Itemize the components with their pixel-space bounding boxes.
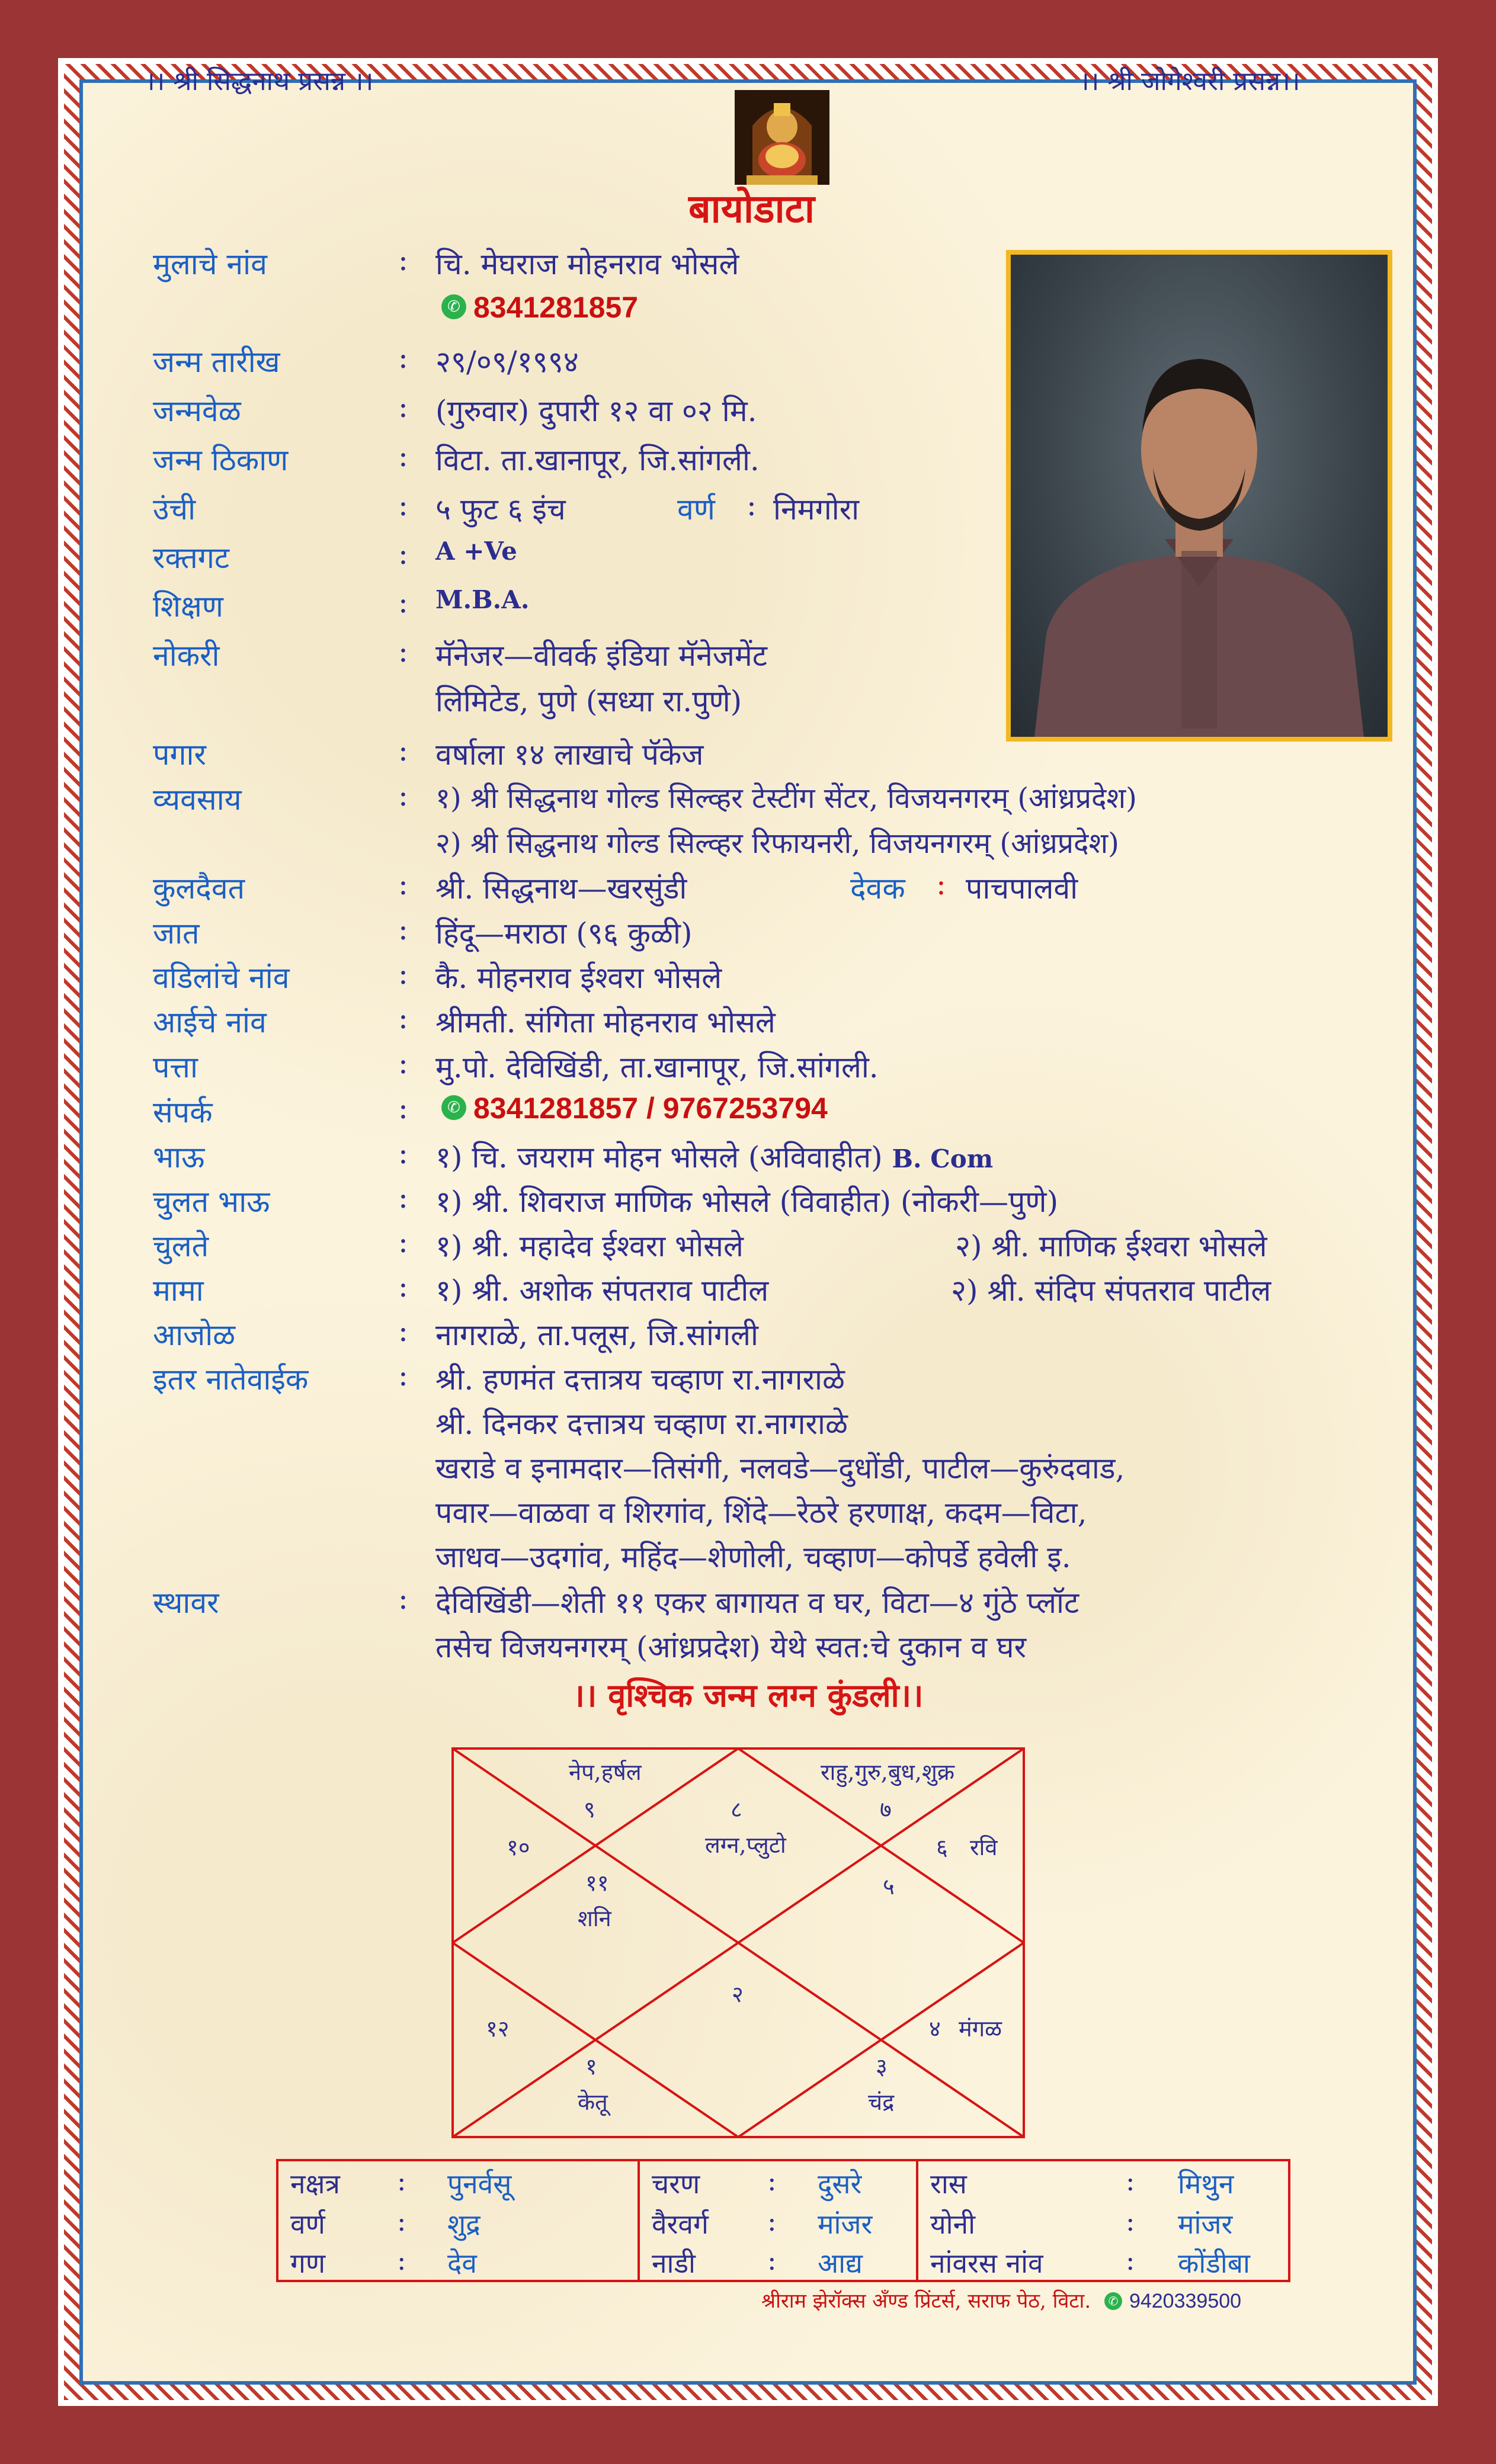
label-salary: पगार: [153, 737, 206, 772]
colon: :: [398, 733, 408, 768]
whatsapp-icon: ✆: [1104, 2292, 1122, 2310]
table-colon: :: [767, 2244, 777, 2276]
colon: :: [398, 957, 408, 991]
colon: :: [398, 1314, 408, 1348]
value-uncle-2: २) श्री. माणिक ईश्वरा भोसले: [955, 1229, 1267, 1263]
whatsapp-icon: ✆: [441, 294, 466, 319]
kundali-house-2: २: [732, 1981, 744, 2007]
value-complexion: निमगोरा: [773, 492, 860, 527]
value-contact: 8341281857 / 9767253794: [473, 1092, 828, 1125]
value-ajol: नागराळे, ता.पलूस, जि.सांगली: [435, 1318, 758, 1352]
kundali-planets-8: लग्न,प्लुटो: [705, 1832, 786, 1858]
mobile-row: [441, 290, 638, 325]
value-relatives-4: पवार—वाळवा व शिरगांव, शिंदे—रेठरे हरणाक्ष, कदम—विटा,: [435, 1496, 1087, 1530]
colon: :: [398, 778, 408, 813]
value-relatives-5: जाधव—उदगांव, महिंद—शेणोली, चव्हाण—कोपर्डे हवेली इ.: [435, 1540, 1071, 1574]
colon: :: [398, 243, 408, 277]
table-colon: :: [767, 2165, 777, 2197]
value-business-line-2: २) श्री सिद्धनाथ गोल्ड सिल्व्हर रिफायनरी, विजयनगरम् (आंध्रप्रदेश): [435, 827, 1119, 860]
whatsapp-icon: ✆: [441, 1095, 466, 1120]
colon: :: [398, 1136, 408, 1170]
label-devak: देवक: [850, 871, 905, 906]
table-colon: :: [397, 2244, 406, 2276]
table-cell: वर्ण: [290, 2208, 325, 2240]
contact-row: [441, 1091, 828, 1125]
kundali-house-11: ११: [585, 1870, 609, 1896]
label-ajol: आजोळ: [153, 1318, 236, 1352]
value-property-1: देविखिंडी—शेती ११ एकर बागायत व घर, विटा—४ गुंठे प्लॉट: [435, 1586, 1079, 1620]
right-salutation: ।। श्री जोगेश्वरी प्रसन्न।।: [1079, 66, 1300, 97]
ganesh-idol-icon: [735, 90, 829, 185]
kundali-planets-4: मंगळ: [959, 2016, 1002, 2042]
label-relatives: इतर नातेवाईक: [153, 1362, 309, 1397]
colon: :: [398, 1225, 408, 1259]
value-name: चि. मेघराज मोहनराव भोसले: [435, 247, 739, 281]
table-colon: :: [397, 2165, 406, 2197]
label-mama: मामा: [153, 1273, 204, 1308]
colon: :: [398, 912, 408, 947]
printer-phone: 9420339500: [1129, 2290, 1242, 2312]
value-cousin: १) श्री. शिवराज माणिक भोसले (विवाहीत) (नोकरी—पुणे): [435, 1185, 1059, 1219]
value-blood: A +Ve: [435, 537, 517, 566]
table-cell: रास: [930, 2168, 967, 2200]
colon: :: [398, 439, 408, 473]
value-property-2: तसेच विजयनगरम् (आंध्रप्रदेश) येथे स्वत:चे दुकान व घर: [435, 1630, 1027, 1664]
table-cell: शुद्र: [447, 2208, 480, 2240]
label-height: उंची: [153, 492, 196, 527]
kundali-planets-9: नेप,हर्षल: [569, 1759, 642, 1785]
label-birth-place: जन्म ठिकाण: [153, 443, 289, 477]
label-contact: संपर्क: [153, 1095, 213, 1130]
label-birth-time: जन्मवेळ: [153, 394, 241, 428]
kundali-house-7: ७: [880, 1796, 892, 1823]
table-cell: पुनर्वसू: [447, 2168, 512, 2200]
value-father: कै. मोहनराव ईश्वरा भोसले: [435, 961, 722, 995]
value-address: मु.पो. देविखिंडी, ता.खानापूर, जि.सांगली.: [435, 1050, 879, 1085]
colon: :: [398, 1001, 408, 1035]
colon: :: [398, 1046, 408, 1080]
kundali-house-10: १०: [507, 1834, 530, 1860]
value-brother-edu: B. Com: [892, 1144, 994, 1173]
left-salutation: ।। श्री सिद्धनाथ प्रसन्न ।।: [145, 66, 374, 97]
table-colon: :: [767, 2205, 777, 2237]
label-blood: रक्तगट: [153, 541, 230, 575]
page-title: बायोडाटा: [688, 185, 815, 232]
colon: :: [398, 585, 408, 620]
table-cell: आद्य: [818, 2247, 863, 2279]
label-father: वडिलांचे नांव: [153, 961, 290, 995]
kundali-planets-6: रवि: [970, 1834, 998, 1860]
colon: :: [398, 390, 408, 424]
value-birth-time: (गुरुवार) दुपारी १२ वा ०२ मि.: [435, 394, 757, 428]
table-cell: चरण: [652, 2168, 700, 2200]
table-colon: :: [1126, 2244, 1135, 2276]
value-education: M.B.A.: [435, 585, 530, 614]
value-relatives-3: खराडे व इनामदार—तिसंगी, नलवडे—दुधोंडी, पाटील—कुरुंदवाड,: [435, 1451, 1125, 1486]
label-caste: जात: [153, 916, 200, 951]
table-colon: :: [1126, 2205, 1135, 2237]
value-kuldaivat: श्री. सिद्धनाथ—खरसुंडी: [435, 871, 687, 906]
value-business-line-1: १) श्री सिद्धनाथ गोल्ड सिल्व्हर टेस्टींग सेंटर, विजयनगरम् (आंध्रप्रदेश): [435, 782, 1137, 815]
label-cousin: चुलत भाऊ: [153, 1185, 270, 1219]
kundali-house-6: ६: [936, 1834, 948, 1860]
value-mobile: 8341281857: [473, 291, 639, 324]
value-job-line-2: लिमिटेड, पुणे (सध्या रा.पुणे): [435, 684, 742, 718]
profile-photo: [1006, 250, 1392, 742]
kundali-house-9: ९: [584, 1796, 595, 1823]
label-business: व्यवसाय: [153, 782, 242, 817]
label-address: पत्ता: [153, 1050, 198, 1085]
colon: :: [398, 1358, 408, 1393]
table-cell: कोंडीबा: [1178, 2247, 1250, 2279]
table-cell: गण: [290, 2247, 326, 2279]
colon: :: [398, 488, 408, 522]
value-brother: [435, 1136, 993, 1176]
colon: :: [398, 1180, 408, 1215]
kundali-house-5: ५: [883, 1873, 895, 1900]
label-mother: आईचे नांव: [153, 1005, 267, 1040]
colon: :: [398, 634, 408, 669]
printer-name: श्रीराम झेरॉक्स अँण्ड प्रिंटर्स, सराफ पेठ, विटा.: [761, 2289, 1091, 2313]
value-mother: श्रीमती. संगिता मोहनराव भोसले: [435, 1005, 776, 1040]
table-divider: [916, 2161, 918, 2280]
value-mama-1: १) श्री. अशोक संपतराव पाटील: [435, 1273, 769, 1308]
table-colon: :: [1126, 2165, 1135, 2197]
kundali-house-1: १: [585, 2054, 597, 2080]
table-cell: नाडी: [652, 2247, 696, 2279]
kundali-planets-7: राहु,गुरु,बुध,शुक्र: [821, 1759, 955, 1785]
table-colon: :: [397, 2205, 406, 2237]
label-job: नोकरी: [153, 639, 220, 673]
label-education: शिक्षण: [153, 589, 223, 624]
printer-footer: [761, 2286, 1241, 2314]
table-cell: मिथुन: [1178, 2168, 1234, 2200]
colon: :: [398, 1091, 408, 1125]
value-height: ५ फुट ६ इंच: [435, 492, 566, 527]
table-cell: नांवरस नांव: [930, 2247, 1043, 2279]
colon: :: [936, 867, 946, 901]
value-mama-2: २) श्री. संदिप संपतराव पाटील: [951, 1273, 1271, 1308]
table-cell: देव: [447, 2247, 478, 2279]
kundali-planets-3: चंद्र: [868, 2089, 895, 2115]
kundali-planets-1: केतू: [578, 2089, 608, 2115]
colon: :: [398, 537, 408, 571]
table-divider: [638, 2161, 640, 2280]
table-cell: मांजर: [818, 2208, 873, 2240]
label-kuldaivat: कुलदैवत: [153, 871, 245, 906]
table-cell: नक्षत्र: [290, 2168, 340, 2200]
table-cell: योनी: [930, 2208, 976, 2240]
details-table: [276, 2159, 1290, 2282]
colon: :: [398, 867, 408, 901]
table-cell: दुसरे: [818, 2168, 862, 2200]
label-name: मुलाचे नांव: [153, 247, 267, 281]
kundali-house-4: ४: [929, 2016, 941, 2042]
colon: :: [398, 1269, 408, 1304]
value-dob: २९/०९/१९९४: [435, 345, 579, 379]
value-brother-name: १) चि. जयराम मोहन भोसले (अविवाहीत): [435, 1140, 883, 1175]
colon: :: [398, 1581, 408, 1616]
label-complexion: वर्ण: [677, 492, 715, 527]
value-birth-place: विटा. ता.खानापूर, जि.सांगली.: [435, 443, 760, 477]
value-relatives-1: श्री. हणमंत दत्तात्रय चव्हाण रा.नागराळे: [435, 1362, 845, 1397]
kundali-house-8: ८: [731, 1796, 742, 1823]
colon: :: [398, 341, 408, 375]
kundali-heading: ।। वृश्चिक जन्म लग्न कुंडली।।: [572, 1676, 924, 1714]
kundali-house-12: १२: [486, 2016, 510, 2042]
value-relatives-2: श्री. दिनकर दत्तात्रय चव्हाण रा.नागराळे: [435, 1407, 848, 1441]
label-uncle: चुलते: [153, 1229, 209, 1263]
label-dob: जन्म तारीख: [153, 345, 280, 379]
value-job-line-1: मॅनेजर—वीवर्क इंडिया मॅनेजमेंट: [435, 639, 767, 673]
value-salary: वर्षाला १४ लाखाचे पॅकेज: [435, 737, 704, 772]
table-cell: वैरवर्ग: [652, 2208, 709, 2240]
table-cell: मांजर: [1178, 2208, 1233, 2240]
label-brother: भाऊ: [153, 1140, 205, 1175]
label-property: स्थावर: [153, 1586, 219, 1620]
kundali-house-3: ३: [876, 2054, 888, 2080]
value-uncle-1: १) श्री. महादेव ईश्वरा भोसले: [435, 1229, 744, 1263]
value-devak: पाचपालवी: [966, 871, 1078, 906]
kundali-planets-11: शनि: [578, 1905, 611, 1932]
colon: :: [747, 488, 757, 522]
value-caste: हिंदू—मराठा (९६ कुळी): [435, 916, 693, 951]
